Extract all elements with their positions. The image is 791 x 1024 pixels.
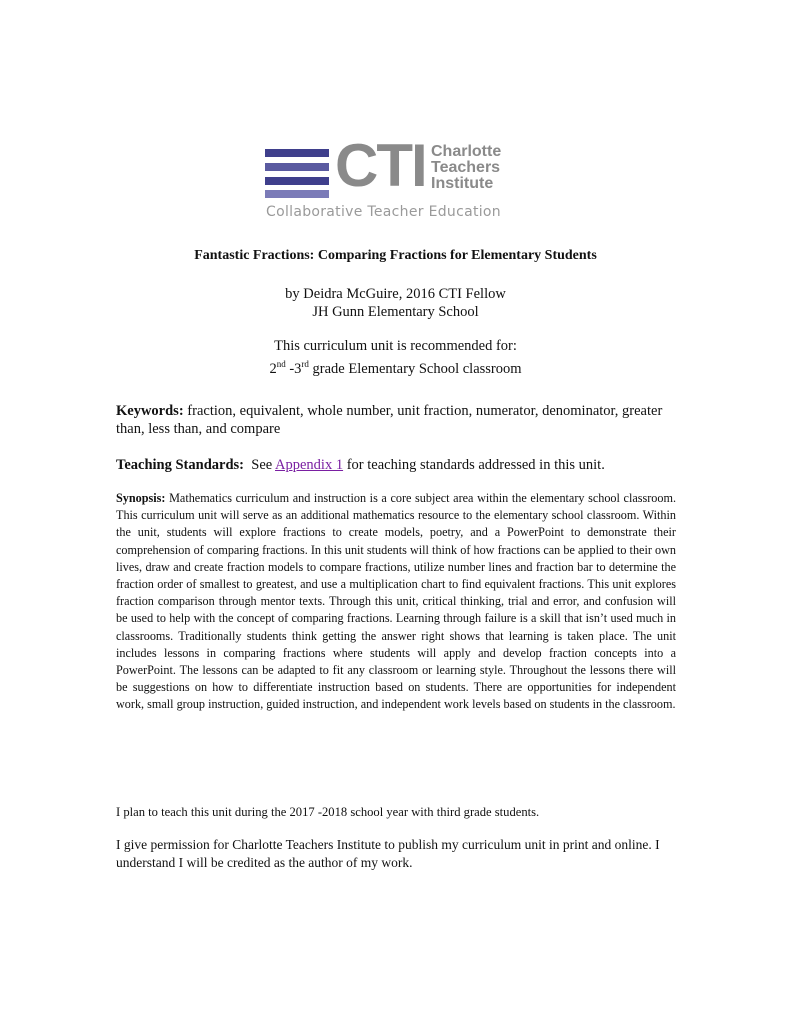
logo-name-line: Teachers: [431, 159, 501, 176]
synopsis-paragraph: [116, 490, 676, 714]
grade-separator: -3: [285, 360, 302, 377]
plan-paragraph: I plan to teach this unit during the 2017 -2018 school year with third grade students.: [116, 805, 540, 819]
logo-stripe: [265, 163, 329, 171]
byline: [0, 285, 791, 321]
standards-paragraph: [116, 456, 676, 474]
logo-mark: CTI: [335, 132, 426, 199]
appendix-link[interactable]: Appendix 1: [275, 457, 344, 473]
logo-name-line: Charlotte: [431, 143, 502, 160]
logo-stripe: [265, 190, 329, 198]
logo-stripe: [265, 177, 329, 185]
grade-line: [0, 355, 791, 378]
standards-label: Teaching Standards:: [116, 457, 244, 473]
keywords-paragraph: [116, 402, 676, 438]
grade-from-suffix: nd: [276, 359, 286, 369]
keywords-label: Keywords:: [116, 403, 184, 419]
logo-stripe: [265, 149, 329, 157]
grade-rest: grade Elementary School classroom: [308, 360, 522, 377]
permission-paragraph: I give permission for Charlotte Teachers Institute to publish my curriculum unit in print and online. I understand I will be credited as the author of my work.: [116, 837, 660, 870]
grade-from: 2: [269, 360, 277, 377]
synopsis-label: Synopsis:: [116, 491, 166, 505]
logo-tagline: Collaborative Teacher Education: [266, 204, 501, 220]
keywords-text: fraction, equivalent, whole number, unit fraction, numerator, denominator, greater than, less than, and compare: [116, 403, 663, 437]
grade-to-suffix: rd: [301, 359, 309, 369]
cti-logo: [265, 132, 525, 222]
author-line: by Deidra McGuire, 2016 CTI Fellow: [285, 286, 506, 302]
document-title: Fantastic Fractions: Comparing Fractions for Elementary Students: [194, 248, 597, 263]
school-line: JH Gunn Elementary School: [312, 304, 479, 320]
synopsis-text: Mathematics curriculum and instruction is a core subject area within the elementary school classroom. This curriculum unit will serve as an additional mathematics resource to the elementary school classroom. Within the unit, students will explore fractions to create models, poetry, and a PowerPoint to demonstrate their comprehension of comparing fractions. In this unit students will think of how fractions can be applied to their own lives, draw and create fraction models to compare fractions, utilize number lines and fraction bar to determine the fraction order of smallest to greatest, and use a multiplication chart to find equivalent fractions. This unit explores fraction comparison through mentor texts. Through this unit, critical thinking, trial and error, and confusion will be used to help with the concept of comparing fractions. Learning through failure is a skill that isn’t used much in classrooms. Traditionally students think getting the answer right shows that learning is taken place. The unit includes lessons in comparing fractions where students will apply and develop fraction concepts into a PowerPoint. The lessons can be adapted to fit any classroom or learning style. Throughout the lessons there will be suggestions on how to differentiate instruction based on students. There are opportunities for independent work, small group instruction, guided instruction, and independent work levels based on students in the classroom.: [116, 491, 676, 712]
recommendation: [0, 337, 791, 378]
logo-name-line: Institute: [431, 175, 494, 192]
standards-post: for teaching standards addressed in this unit.: [343, 457, 605, 473]
recommendation-intro: This curriculum unit is recommended for:: [274, 338, 517, 354]
logo-name: [431, 144, 501, 192]
standards-pre: See: [244, 457, 276, 473]
